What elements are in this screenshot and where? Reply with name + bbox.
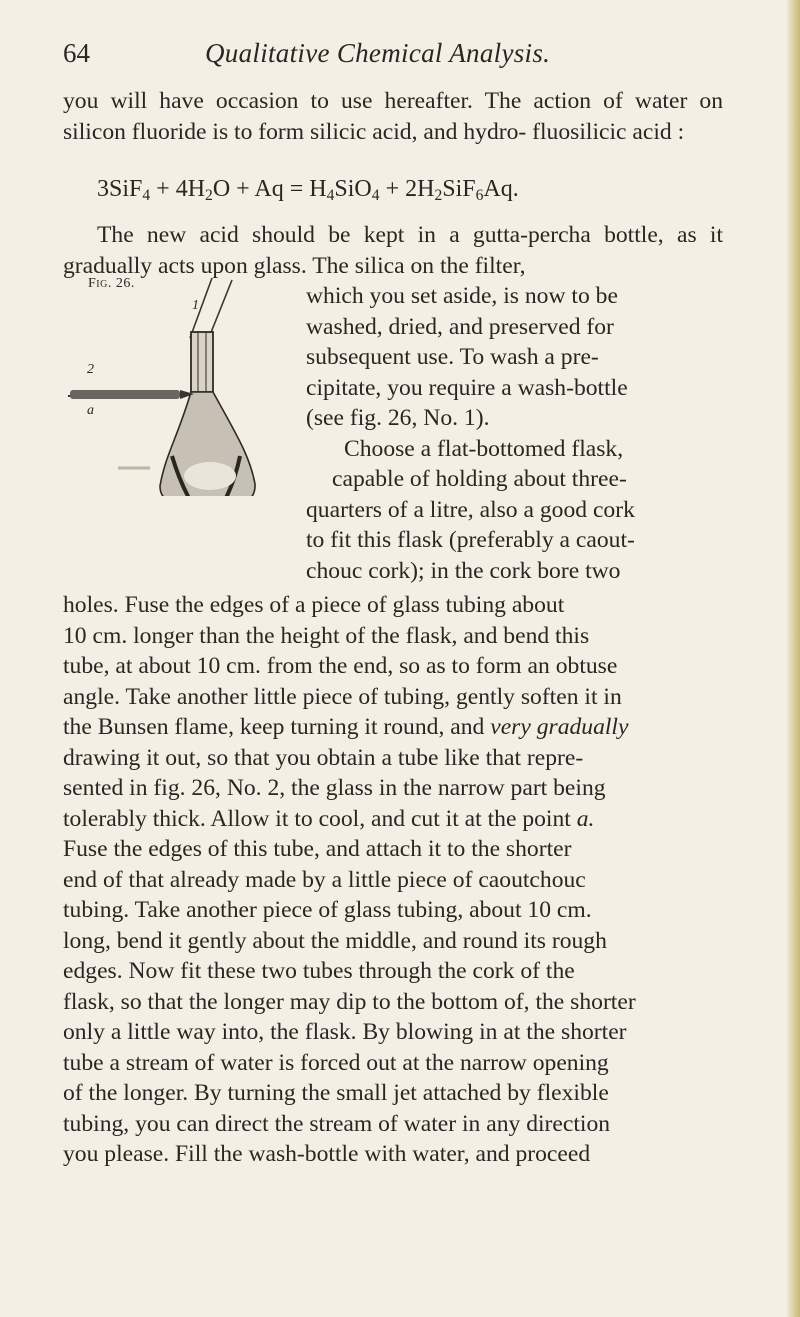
wrapped-line: which you set aside, is now to be [306,283,618,309]
paragraph-3-line: you please. Fill the wash-bottle with water, and proceed [63,1141,591,1167]
paragraph-3-line: flask, so that the longer may dip to the bottom of, the shorter [63,988,636,1015]
wrapped-text [306,281,723,586]
wrapped-line: quarters of a litre, also a good cork [306,496,635,523]
wrapped-line: washed, dried, and preserved for [306,313,614,340]
figure-label-1: 1 [192,298,199,313]
wrapped-line: cipitate, you require a wash-bottle [306,374,628,401]
emphasis: very gradually [490,714,629,740]
paragraph-2 [63,220,723,281]
page-edge [786,0,800,1317]
page-number: 64 [63,38,90,68]
paragraph-3-line [63,804,723,835]
paragraph-3-line-start: the Bunsen flame, keep turning it round, and [63,714,485,740]
running-title: Qualitative Chemical Analysis. [205,38,551,68]
figure-label-a: a [87,403,94,418]
paragraph-3-line: tube, at about 10 cm. from the end, so as to form an obtuse [63,653,618,679]
paragraph-3-line: only a little way into, the flask. By blowing in at the shorter [63,1019,627,1045]
paragraph-3-line: Fuse the edges of this tube, and attach it to the shorter [63,836,572,862]
paragraph-1: you will have occasion to use hereafter. The action of water on silicon fluoride is to form silicic acid, and hydro- fluosilicic acid : [63,88,723,145]
figure-26 [60,276,322,496]
paragraph-3-line: tubing. Take another piece of glass tubing, about 10 cm. [63,897,592,923]
figure-caption: Fig. 26. [88,276,135,291]
wrapped-line: capable of holding about three- [332,466,627,492]
paragraph-3-line-start: tolerably thick. Allow it to cool, and cut it at the point [63,805,571,832]
page-header [63,38,723,78]
paragraph-3-line: drawing it out, so that you obtain a tube like that repre- [63,744,584,771]
equation-reactants: $3SiF_4 + 4H_2O + Aq$ [97,176,284,204]
wrapped-line: (see fig. 26, No. 1). [306,405,490,431]
paragraph-3-line: 10 cm. longer than the height of the flask, and bend this [63,622,590,649]
wrapped-line: chouc cork); in the cork bore two [306,557,621,584]
paragraph-3-line: tubing, you can direct the stream of water in any direction [63,1110,611,1137]
paragraph-3-line: angle. Take another little piece of tubing, gently soften it in [63,683,622,710]
paragraph-3-line: sented in fig. 26, No. 2, the glass in the narrow part being [63,775,606,801]
paragraph-3-line: holes. Fuse the edges of a piece of glass tubing about [63,592,565,618]
wrapped-line-indented: Choose a flat-bottomed flask, [344,435,624,462]
paragraph-3-line: tube a stream of water is forced out at the narrow opening [63,1049,609,1076]
wrapped-line: subsequent use. To wash a pre- [306,344,599,370]
paragraph-3-line [63,712,723,743]
paragraph-2-line: as it gradually acts upon glass. The silica on the filter, [63,222,723,279]
paragraph-3-line: edges. Now fit these two tubes through the cork of the [63,958,575,984]
wrapped-line: to fit this flask (preferably a caout- [306,527,635,553]
equals-sign: = [289,176,310,202]
paragraph-2-line: The new acid should be kept in a gutta-percha bottle, [97,222,664,248]
paragraph-3-line: end of that already made by a little piece of caoutchouc [63,866,586,893]
emphasis-point: a. [576,805,595,832]
paragraph-3-line: of the longer. By turning the small jet attached by flexible [63,1080,609,1106]
equation-products: $H_4SiO_4 + 2H_2SiF_6Aq$. [309,176,519,204]
figure-label-2: 2 [87,362,94,377]
paragraph-3-line: long, bend it gently about the middle, and round its rough [63,927,607,954]
wash-bottle-illustration [60,276,322,496]
chemical-equation [97,176,519,203]
paragraph-3 [63,590,723,1170]
